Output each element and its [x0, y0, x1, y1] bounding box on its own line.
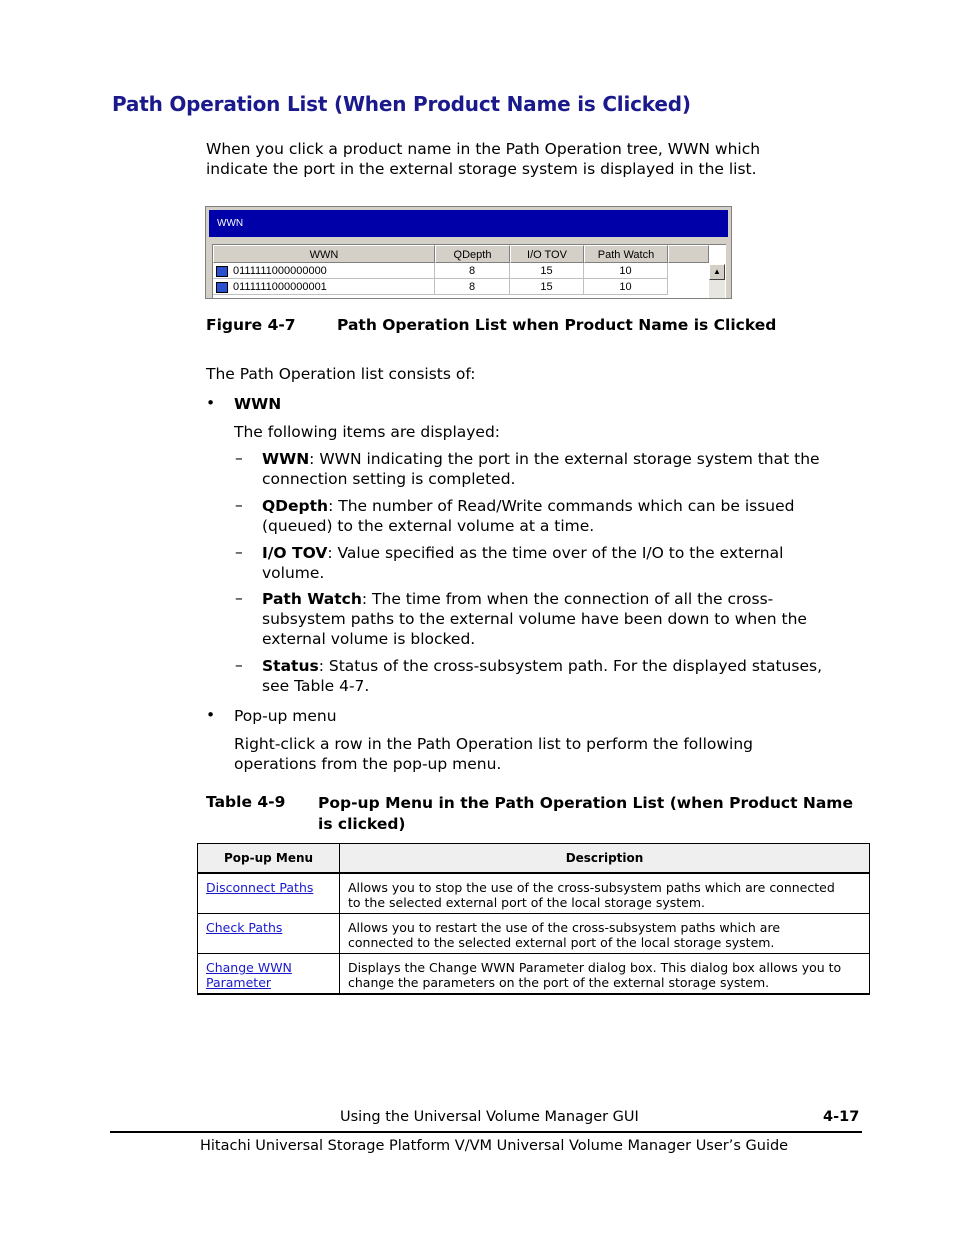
menu-cell: [198, 873, 340, 914]
popup-desc-line: Right-click a row in the Path Operation list to perform the following: [234, 735, 754, 753]
cell-wwn[interactable]: 0111111000000000: [213, 263, 435, 279]
header-description: Description: [340, 844, 870, 874]
table-label: Table 4-9: [206, 793, 286, 811]
table-row: [198, 914, 870, 954]
description-cell: [340, 954, 870, 995]
footer-divider: [110, 1131, 862, 1133]
desc-line: to the selected external port of the local storage system.: [348, 895, 705, 910]
item-line: : Value specified as the time over of the I/O to the external: [327, 544, 784, 562]
item-line: subsystem paths to the external volume have been down to when the: [262, 610, 807, 628]
item-term: QDepth: [262, 497, 329, 515]
menu-cell: [198, 954, 340, 995]
item-line: see Table 4-7.: [262, 677, 370, 695]
col-header-blank: [668, 245, 709, 263]
desc-line: connected to the selected external port of the local storage system.: [348, 935, 775, 950]
bullet-popup-title: Pop-up menu: [234, 707, 337, 725]
bullet-popup-desc: [234, 734, 854, 774]
figure-caption: Path Operation List when Product Name is Clicked: [337, 316, 777, 334]
intro-paragraph: [206, 139, 846, 179]
table-caption: [318, 793, 853, 835]
item-line: : Status of the cross-subsystem path. For the displayed statuses,: [318, 657, 822, 675]
consists-of-text: The Path Operation list consists of:: [206, 365, 476, 383]
cell-qdepth[interactable]: 8: [435, 279, 510, 295]
item-line: (queued) to the external volume at a time.: [262, 517, 595, 535]
item-term: Path Watch: [262, 590, 362, 608]
table-caption-line: Pop-up Menu in the Path Operation List (when Product Name: [318, 794, 853, 812]
cell-path-watch[interactable]: 10: [584, 279, 668, 295]
table-row: [198, 954, 870, 995]
desc-line: Displays the Change WWN Parameter dialog box. This dialog box allows you to: [348, 960, 842, 975]
col-header-qdepth[interactable]: QDepth: [435, 245, 510, 263]
window-titlebar: WWN: [209, 210, 728, 237]
wwn-grid: [212, 244, 726, 299]
intro-line-1: When you click a product name in the Path Operation tree, WWN which: [206, 140, 761, 158]
footer-page-number: 4-17: [823, 1109, 860, 1125]
item-path-watch: [262, 589, 867, 649]
cell-path-watch[interactable]: 10: [584, 263, 668, 279]
popup-menu-table: [197, 843, 870, 995]
dash-icon: –: [235, 496, 243, 514]
item-term: WWN: [262, 450, 310, 468]
bullet-icon: •: [206, 706, 216, 724]
item-line: : The time from when the connection of all the cross-: [361, 590, 774, 608]
scroll-up-icon[interactable]: ▲: [709, 264, 725, 280]
dash-icon: –: [235, 589, 243, 607]
change-wwn-parameter-link[interactable]: [206, 960, 292, 990]
footer-book-title: Hitachi Universal Storage Platform V/VM Universal Volume Manager User’s Guide: [200, 1138, 789, 1154]
section-title: Path Operation List (When Product Name is Clicked): [112, 92, 691, 116]
table-header-row: [198, 844, 870, 874]
intro-line-2: indicate the port in the external storage system is displayed in the list.: [206, 160, 757, 178]
description-cell: [340, 914, 870, 954]
figure-label: Figure 4-7: [206, 316, 296, 334]
footer-chapter: Using the Universal Volume Manager GUI: [340, 1109, 639, 1125]
table-caption-line: is clicked): [318, 815, 406, 833]
dash-icon: –: [235, 543, 243, 561]
item-line: : The number of Read/Write commands which can be issued: [328, 497, 795, 515]
check-paths-link[interactable]: Check Paths: [206, 920, 283, 935]
col-header-wwn[interactable]: WWN: [213, 245, 435, 263]
cell-qdepth[interactable]: 8: [435, 263, 510, 279]
col-header-path-watch[interactable]: Path Watch: [584, 245, 668, 263]
dash-icon: –: [235, 449, 243, 467]
cell-wwn[interactable]: 0111111000000001: [213, 279, 435, 295]
desc-line: change the parameters on the port of the external storage system.: [348, 975, 770, 990]
item-line: external volume is blocked.: [262, 630, 476, 648]
link-line[interactable]: Parameter: [206, 975, 272, 990]
desc-line: Allows you to stop the use of the cross-subsystem paths which are connected: [348, 880, 835, 895]
item-qdepth: [262, 496, 867, 536]
item-line: connection setting is completed.: [262, 470, 516, 488]
bullet-icon: •: [206, 394, 216, 412]
item-wwn: [262, 449, 867, 489]
link-line[interactable]: Change WWN: [206, 960, 292, 975]
desc-line: Allows you to restart the use of the cross-subsystem paths which are: [348, 920, 781, 935]
cell-io-tov[interactable]: 15: [510, 263, 584, 279]
bullet-wwn-lead: The following items are displayed:: [234, 423, 501, 441]
item-term: Status: [262, 657, 319, 675]
popup-desc-line: operations from the pop-up menu.: [234, 755, 502, 773]
item-term: I/O TOV: [262, 544, 328, 562]
vertical-scrollbar[interactable]: [709, 264, 725, 299]
item-line: volume.: [262, 564, 325, 582]
item-io-tov: [262, 543, 867, 583]
description-cell: [340, 873, 870, 914]
header-popup-menu: Pop-up Menu: [198, 844, 340, 874]
item-line: : WWN indicating the port in the external storage system that the: [309, 450, 820, 468]
bullet-wwn-title: WWN: [234, 395, 282, 413]
dash-icon: –: [235, 656, 243, 674]
item-status: [262, 656, 867, 696]
col-header-io-tov[interactable]: I/O TOV: [510, 245, 584, 263]
disconnect-paths-link[interactable]: Disconnect Paths: [206, 880, 314, 895]
cell-io-tov[interactable]: 15: [510, 279, 584, 295]
table-row: [198, 873, 870, 914]
wwn-list-screenshot: [205, 206, 732, 299]
menu-cell: [198, 914, 340, 954]
